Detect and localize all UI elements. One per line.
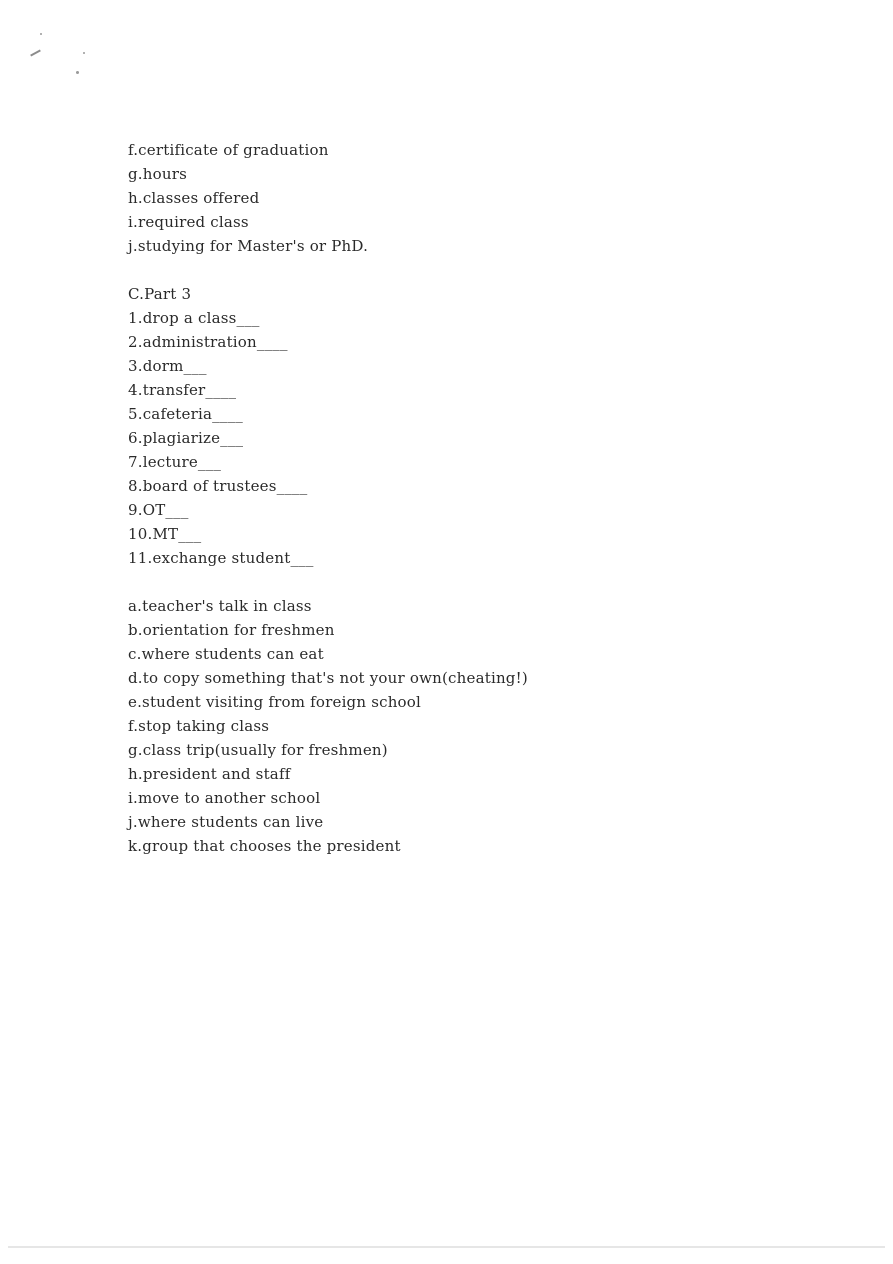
question-item: 9.OT___ xyxy=(128,501,189,519)
answer-item: i.required class xyxy=(128,213,249,231)
answer-item: h.president and staff xyxy=(128,765,291,783)
question-item: 11.exchange student___ xyxy=(128,549,314,567)
answer-item: j.where students can live xyxy=(128,813,324,831)
question-item: 2.administration____ xyxy=(128,333,288,351)
question-item: 10.MT___ xyxy=(128,525,202,543)
scan-speck xyxy=(76,71,79,74)
section-title: C.Part 3 xyxy=(128,285,192,303)
part3-answer-list xyxy=(128,594,828,858)
question-item: 4.transfer____ xyxy=(128,381,237,399)
answer-item: g.hours xyxy=(128,165,187,183)
answer-item: a.teacher's talk in class xyxy=(128,597,312,615)
answer-item: f.certificate of graduation xyxy=(128,141,329,159)
answer-item: f.stop taking class xyxy=(128,717,270,735)
part2-answer-list xyxy=(128,138,828,258)
part3-question-list xyxy=(128,306,828,570)
answer-item: j.studying for Master's or PhD. xyxy=(128,237,369,255)
answer-item: b.orientation for freshmen xyxy=(128,621,335,639)
question-item: 5.cafeteria____ xyxy=(128,405,243,423)
question-item: 3.dorm___ xyxy=(128,357,207,375)
worksheet-content xyxy=(128,138,828,858)
answer-item: e.student visiting from foreign school xyxy=(128,693,422,711)
answer-item: d.to copy something that's not your own(cheating!) xyxy=(128,669,528,687)
scan-bottom-edge xyxy=(8,1246,885,1248)
question-item: 8.board of trustees____ xyxy=(128,477,308,495)
question-item: 7.lecture___ xyxy=(128,453,222,471)
scan-speck xyxy=(83,52,85,54)
question-item: 6.plagiarize___ xyxy=(128,429,244,447)
question-item: 1.drop a class___ xyxy=(128,309,260,327)
scan-speck xyxy=(40,33,42,35)
scan-mark xyxy=(30,50,41,57)
answer-item: i.move to another school xyxy=(128,789,321,807)
answer-item: k.group that chooses the president xyxy=(128,837,401,855)
answer-item: g.class trip(usually for freshmen) xyxy=(128,741,388,759)
answer-item: h.classes offered xyxy=(128,189,260,207)
answer-item: c.where students can eat xyxy=(128,645,324,663)
